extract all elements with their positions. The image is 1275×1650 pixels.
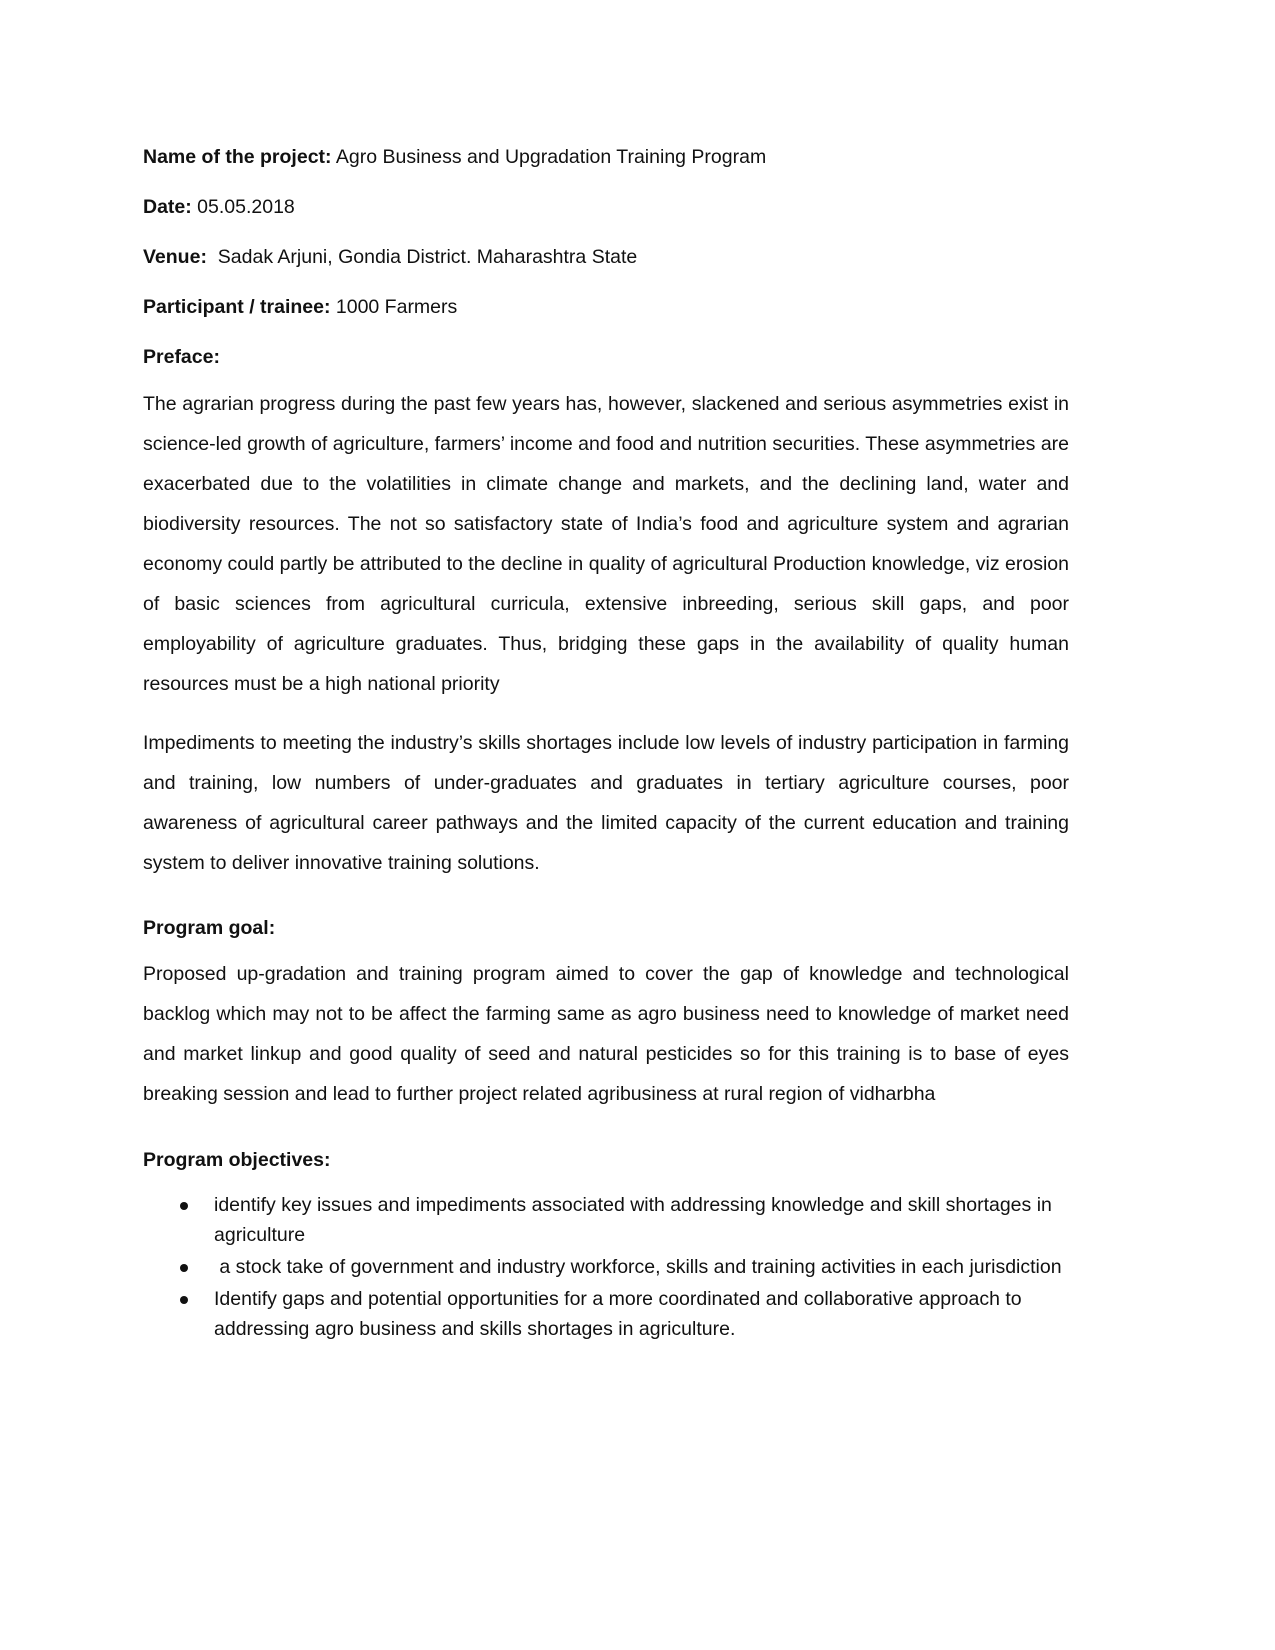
preface-paragraph-2: Impediments to meeting the industry’s skills shortages include low levels of industry participation in farming and training, low numbers of under-graduates and graduates in tertiary agriculture courses, poor awareness of agricultural career pathways and the limited capacity of the current education and training system to deliver innovative training solutions. xyxy=(143,732,1069,874)
list-item xyxy=(143,1284,1069,1344)
objective-text: a stock take of government and industry workforce, skills and training activities in each jurisdiction xyxy=(214,1256,1062,1278)
project-name-value: Agro Business and Upgradation Training Program xyxy=(331,146,767,168)
preface-paragraph-1: The agrarian progress during the past few years has, however, slackened and serious asymmetries exist in science-led growth of agriculture, farmers’ income and food and nutrition securities. These asymmetries are exacerbated due to the volatilities in climate change and markets, and the declining land, water and biodiversity resources. The not so satisfactory state of India’s food and agriculture system and agrarian economy could partly be attributed to the decline in quality of agricultural Production knowledge, viz erosion of basic sciences from agricultural curricula, extensive inbreeding, serious skill gaps, and poor employability of agriculture graduates. Thus, bridging these gaps in the availability of quality human resources must be a high national priority xyxy=(143,393,1069,695)
date-field xyxy=(143,192,1069,222)
bullet-icon xyxy=(180,1264,188,1272)
project-name-label: Name of the project: xyxy=(143,146,332,168)
date-value: 05.05.2018 xyxy=(191,196,295,218)
bullet-icon xyxy=(180,1296,188,1304)
program-goal-heading: Program goal: xyxy=(143,917,276,939)
venue-value: Sadak Arjuni, Gondia District. Maharashtra State xyxy=(206,246,638,268)
objective-text: identify key issues and impediments associated with addressing knowledge and skill shortages in agriculture xyxy=(214,1194,1052,1246)
list-item xyxy=(143,1252,1069,1282)
bullet-icon xyxy=(180,1202,188,1210)
objective-text: Identify gaps and potential opportunities for a more coordinated and collaborative approach to addressing agro business and skills shortages in agriculture. xyxy=(214,1288,1022,1340)
venue-field xyxy=(143,242,1069,272)
program-objectives-heading: Program objectives: xyxy=(143,1149,331,1171)
venue-label: Venue: xyxy=(143,246,207,268)
objectives-list xyxy=(143,1190,1069,1344)
document-content xyxy=(143,142,1069,1346)
date-label: Date: xyxy=(143,196,192,218)
participant-label: Participant / trainee: xyxy=(143,296,331,318)
participant-value: 1000 Farmers xyxy=(330,296,458,318)
participant-field xyxy=(143,292,1069,322)
list-item xyxy=(143,1190,1069,1250)
program-goal-paragraph: Proposed up-gradation and training program aimed to cover the gap of knowledge and technological backlog which may not to be affect the farming same as agro business need to knowledge of market need and market linkup and good quality of seed and natural pesticides so for this training is to base of eyes breaking session and lead to further project related agribusiness at rural region of vidharbha xyxy=(143,963,1069,1105)
project-name-field xyxy=(143,142,1069,172)
preface-heading: Preface: xyxy=(143,346,220,368)
